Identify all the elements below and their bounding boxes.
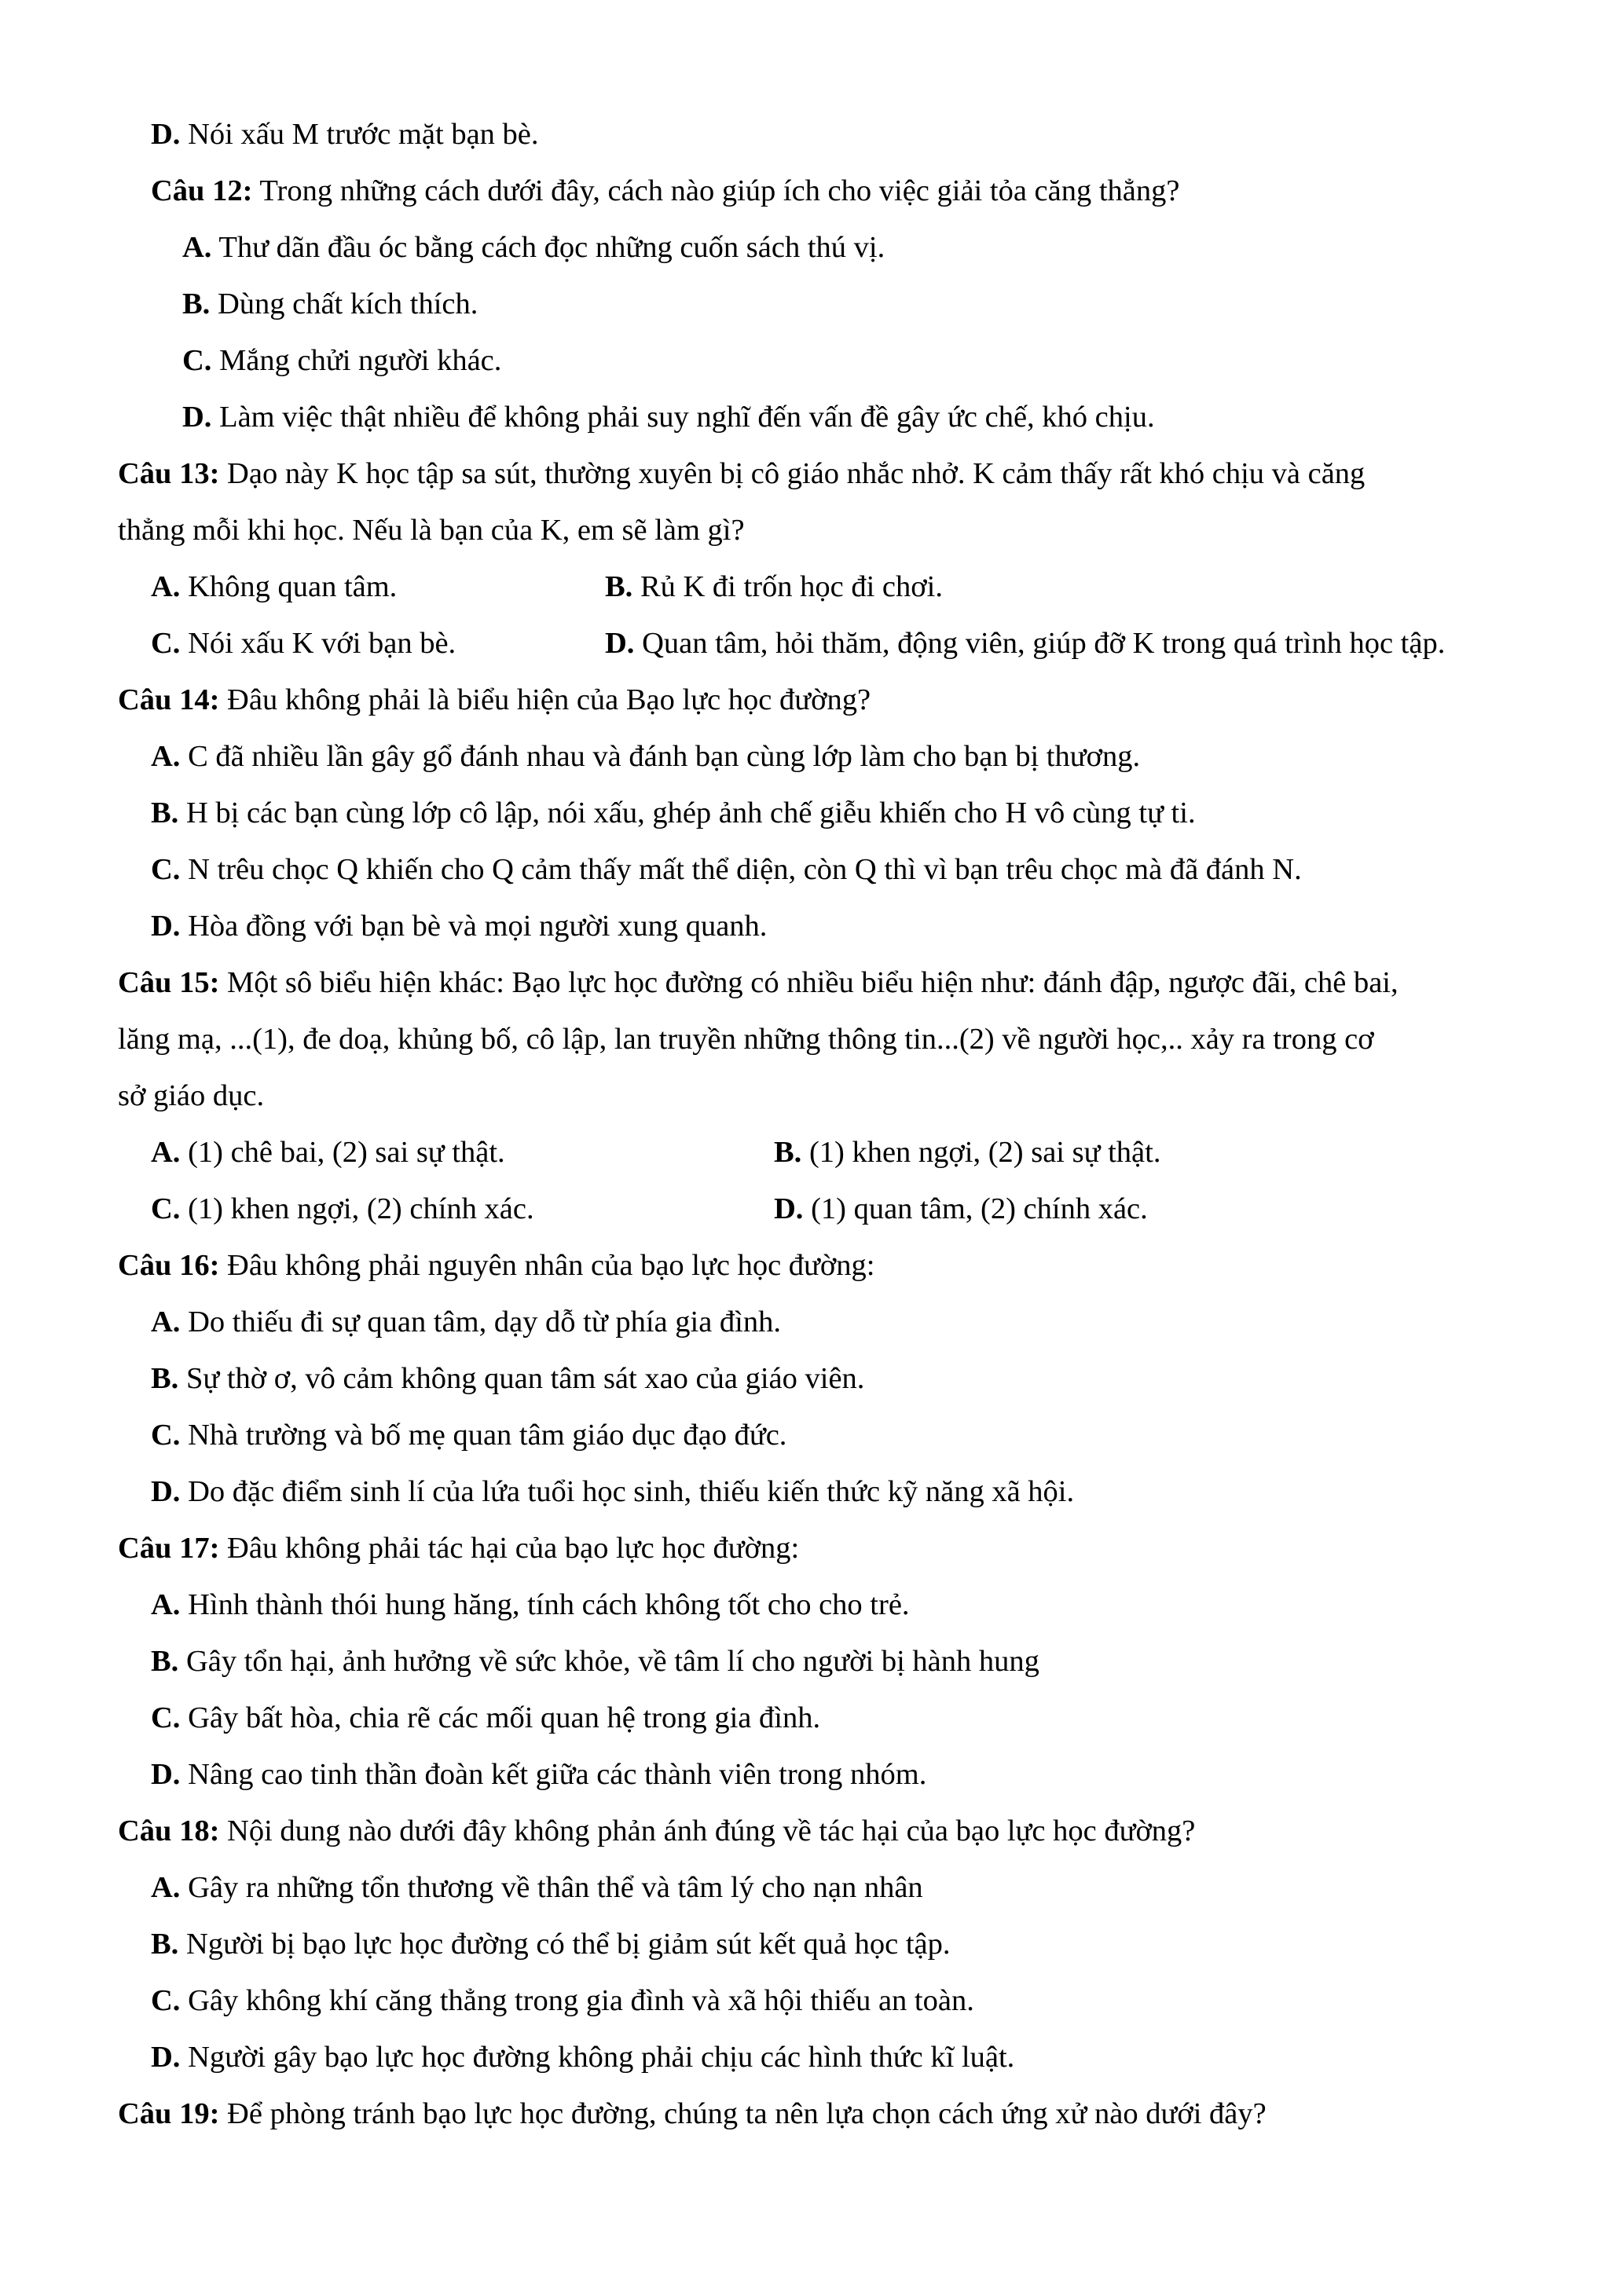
q12-option-b	[182, 284, 478, 324]
q18-option-b	[151, 1924, 951, 1964]
question-text: Một sô biểu hiện khác: Bạo lực học đường có nhiều biểu hiện như: đánh đập, ngược đãi, chê bai,	[219, 966, 1399, 999]
q13-stem-cont	[118, 511, 745, 550]
q16-option-b	[151, 1359, 864, 1398]
question-label: Câu 14:	[118, 683, 220, 716]
option-text: Mắng chửi người khác.	[211, 344, 502, 377]
q15-stem-cont-1	[118, 1020, 1374, 1059]
option-text: Nói xấu M trước mặt bạn bè.	[180, 118, 539, 151]
option-text: C đã nhiều lần gây gổ đánh nhau và đánh bạn cùng lớp làm cho bạn bị thương.	[180, 740, 1141, 773]
q16-option-d	[151, 1472, 1074, 1511]
q12-option-c	[182, 341, 501, 380]
q17-option-a	[151, 1585, 910, 1624]
q16-stem	[118, 1246, 874, 1285]
q18-option-a	[151, 1868, 923, 1907]
option-label: B.	[605, 570, 633, 603]
q17-option-d	[151, 1755, 926, 1794]
option-label: C.	[182, 344, 212, 377]
option-text: (1) khen ngợi, (2) sai sự thật.	[801, 1136, 1161, 1169]
q18-option-c	[151, 1981, 974, 2020]
option-label: D.	[151, 2041, 181, 2074]
option-text: Nói xấu K với bạn bè.	[180, 627, 456, 660]
q14-option-c	[151, 850, 1302, 889]
option-text: Do thiếu đi sự quan tâm, dạy dỗ từ phía gia đình.	[180, 1305, 782, 1338]
option-text: Không quan tâm.	[180, 570, 398, 603]
option-label: B.	[151, 1645, 179, 1678]
option-text: Gây tổn hại, ảnh hưởng về sức khỏe, về tâm lí cho người bị hành hung	[178, 1645, 1039, 1678]
option-label: B.	[151, 796, 179, 829]
question-label: Câu 18:	[118, 1814, 220, 1847]
option-text: Do đặc điểm sinh lí của lứa tuổi học sinh, thiếu kiến thức kỹ năng xã hội.	[180, 1475, 1075, 1508]
q16-option-c	[151, 1415, 786, 1455]
option-label: C.	[151, 853, 181, 886]
q18-stem	[118, 1811, 1195, 1851]
option-text: Nhà trường và bố mẹ quan tâm giáo dục đạo đức.	[180, 1419, 787, 1452]
question-text: Dạo này K học tập sa sút, thường xuyên bị cô giáo nhắc nhở. K cảm thấy rất khó chịu và căng	[219, 457, 1366, 490]
option-text: Sự thờ ơ, vô cảm không quan tâm sát xao của giáo viên.	[178, 1362, 865, 1395]
option-text: N trêu chọc Q khiến cho Q cảm thấy mất thể diện, còn Q thì vì bạn trêu chọc mà đã đánh N.	[180, 853, 1302, 886]
q11-option-d	[151, 115, 539, 154]
q17-option-b	[151, 1642, 1039, 1681]
question-label: Câu 12:	[151, 174, 253, 207]
option-label: A.	[151, 1588, 181, 1621]
option-label: A.	[151, 1871, 181, 1904]
option-label: C.	[151, 1192, 181, 1225]
q12-option-a	[182, 228, 885, 267]
option-text: Thư dãn đầu óc bằng cách đọc những cuốn sách thú vị.	[211, 231, 885, 264]
q15-option-b	[774, 1133, 1160, 1172]
option-text: Rủ K đi trốn học đi chơi.	[632, 570, 943, 603]
option-text: Nâng cao tinh thần đoàn kết giữa các thành viên trong nhóm.	[180, 1758, 927, 1791]
q14-option-d	[151, 906, 767, 946]
question-label: Câu 13:	[118, 457, 220, 490]
q19-stem	[118, 2094, 1267, 2133]
q13-option-b	[605, 567, 943, 606]
q12-stem	[151, 171, 1179, 211]
option-label: D.	[151, 910, 181, 943]
q15-stem	[118, 963, 1399, 1002]
question-label: Câu 15:	[118, 966, 220, 999]
option-text: Dùng chất kích thích.	[210, 287, 478, 320]
option-label: A.	[151, 1136, 181, 1169]
option-text: Người bị bạo lực học đường có thể bị giảm sút kết quả học tập.	[178, 1928, 951, 1961]
q15-option-a	[151, 1133, 505, 1172]
option-text: Gây bất hòa, chia rẽ các mối quan hệ trong gia đình.	[180, 1701, 821, 1734]
question-text: Đâu không phải là biểu hiện của Bạo lực học đường?	[219, 683, 871, 716]
option-text: Hòa đồng với bạn bè và mọi người xung quanh.	[180, 910, 768, 943]
question-text: sở giáo dục.	[118, 1079, 265, 1112]
option-text: H bị các bạn cùng lớp cô lập, nói xấu, ghép ảnh chế giễu khiến cho H vô cùng tự ti.	[178, 796, 1196, 829]
option-text: (1) chê bai, (2) sai sự thật.	[180, 1136, 505, 1169]
q15-option-d	[774, 1189, 1148, 1229]
q16-option-a	[151, 1302, 781, 1342]
q14-option-a	[151, 737, 1140, 776]
option-label: C.	[151, 627, 181, 660]
option-text: Làm việc thật nhiều để không phải suy nghĩ đến vấn đề gây ức chế, khó chịu.	[211, 401, 1155, 434]
option-label: D.	[605, 627, 635, 660]
option-label: B.	[182, 287, 211, 320]
q17-option-c	[151, 1698, 820, 1738]
option-text: (1) quan tâm, (2) chính xác.	[803, 1192, 1148, 1225]
option-text: Hình thành thói hung hăng, tính cách không tốt cho cho trẻ.	[180, 1588, 910, 1621]
option-text: Gây không khí căng thẳng trong gia đình và xã hội thiếu an toàn.	[180, 1984, 974, 2017]
question-text: Nội dung nào dưới đây không phản ánh đúng về tác hại của bạo lực học đường?	[219, 1814, 1196, 1847]
q15-stem-cont-2	[118, 1076, 264, 1115]
question-label: Câu 17:	[118, 1532, 220, 1565]
q14-option-b	[151, 793, 1196, 833]
option-label: B.	[151, 1362, 179, 1395]
q13-stem	[118, 454, 1365, 493]
question-text: lăng mạ, ...(1), đe doạ, khủng bố, cô lập, lan truyền những thông tin...(2) về người học,.. xảy ra trong cơ	[118, 1023, 1374, 1056]
question-text: Để phòng tránh bạo lực học đường, chúng ta nên lựa chọn cách ứng xử nào dưới đây?	[219, 2097, 1267, 2130]
q18-option-d	[151, 2038, 1014, 2077]
option-label: D.	[774, 1192, 804, 1225]
option-label: C.	[151, 1419, 181, 1452]
question-text: thẳng mỗi khi học. Nếu là bạn của K, em sẽ làm gì?	[118, 514, 745, 547]
option-label: D.	[151, 1758, 181, 1791]
option-label: A.	[151, 570, 181, 603]
q13-option-c	[151, 624, 456, 663]
q14-stem	[118, 680, 871, 720]
option-label: B.	[774, 1136, 802, 1169]
option-label: D.	[182, 401, 212, 434]
option-label: A.	[151, 740, 181, 773]
option-text: Người gây bạo lực học đường không phải chịu các hình thức kĩ luật.	[180, 2041, 1015, 2074]
question-text: Đâu không phải nguyên nhân của bạo lực học đường:	[219, 1249, 875, 1282]
question-label: Câu 16:	[118, 1249, 220, 1282]
question-text: Trong những cách dưới đây, cách nào giúp ích cho việc giải tỏa căng thẳng?	[252, 174, 1180, 207]
option-text: (1) khen ngợi, (2) chính xác.	[180, 1192, 534, 1225]
option-label: C.	[151, 1984, 181, 2017]
option-label: A.	[151, 1305, 181, 1338]
q12-option-d	[182, 397, 1155, 437]
option-label: B.	[151, 1928, 179, 1961]
option-label: A.	[182, 231, 212, 264]
option-label: D.	[151, 1475, 181, 1508]
question-text: Đâu không phải tác hại của bạo lực học đường:	[219, 1532, 800, 1565]
q15-option-c	[151, 1189, 534, 1229]
q13-option-a	[151, 567, 397, 606]
q13-option-d	[605, 624, 1445, 663]
option-text: Gây ra những tổn thương về thân thể và tâm lý cho nạn nhân	[180, 1871, 923, 1904]
option-text: Quan tâm, hỏi thăm, động viên, giúp đỡ K trong quá trình học tập.	[634, 627, 1446, 660]
option-label: C.	[151, 1701, 181, 1734]
q17-stem	[118, 1529, 799, 1568]
question-label: Câu 19:	[118, 2097, 220, 2130]
option-label: D.	[151, 118, 181, 151]
